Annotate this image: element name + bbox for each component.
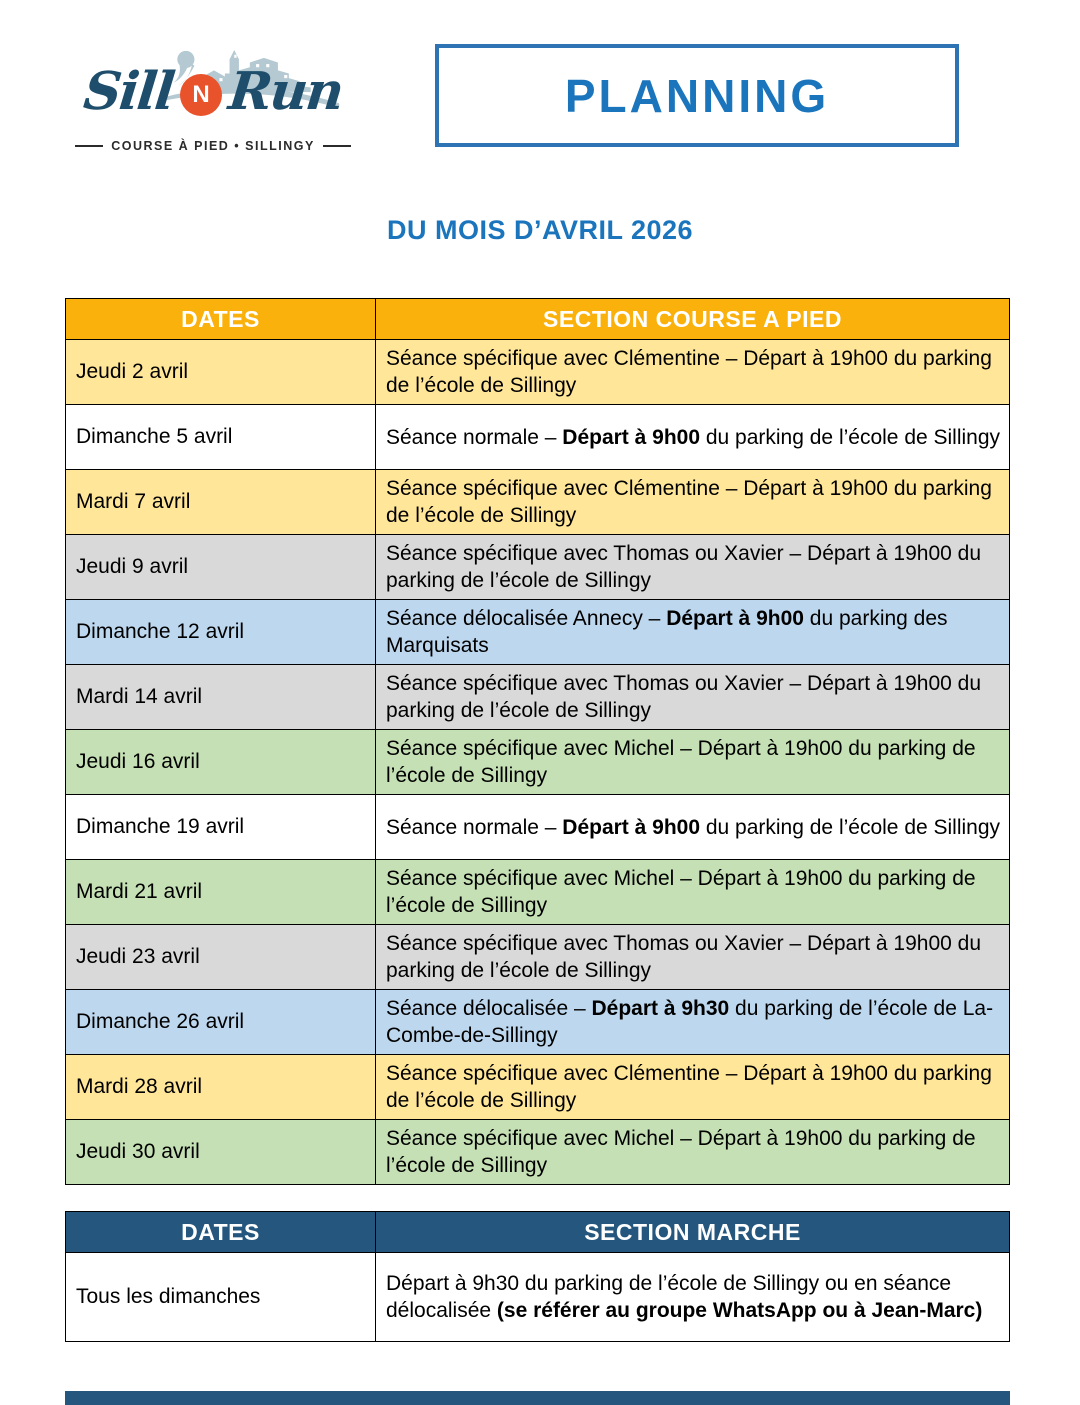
table-row — [66, 1253, 1010, 1342]
date-cell: Jeudi 16 avril — [66, 730, 376, 795]
session-cell: Séance délocalisée – Départ à 9h30 du parking de l’école de La-Combe-de-Sillingy — [376, 990, 1010, 1055]
date-cell: Dimanche 26 avril — [66, 990, 376, 1055]
date-cell: Tous les dimanches — [66, 1253, 376, 1342]
session-cell: Séance spécifique avec Clémentine – Départ à 19h00 du parking de l’école de Sillingy — [376, 340, 1010, 405]
tagline-text: COURSE À PIED • SILLINGY — [111, 139, 315, 153]
next-table-header-bar — [65, 1391, 1010, 1405]
session-cell: Séance spécifique avec Michel – Départ à 19h00 du parking de l’école de Sillingy — [376, 730, 1010, 795]
session-cell: Séance délocalisée Annecy – Départ à 9h00 du parking des Marquisats — [376, 600, 1010, 665]
header-cell-dates: DATES — [66, 1212, 376, 1253]
header-cell-dates: DATES — [66, 299, 376, 340]
month-subtitle: DU MOIS D’AVRIL 2026 — [386, 215, 694, 245]
header-cell-section: SECTION MARCHE — [376, 1212, 1010, 1253]
table-row — [66, 1120, 1010, 1185]
table-row — [66, 340, 1010, 405]
planning-title: PLANNING — [564, 69, 830, 122]
date-cell: Jeudi 9 avril — [66, 535, 376, 600]
session-cell: Séance spécifique avec Thomas ou Xavier – Départ à 19h00 du parking de l’école de Sillingy — [376, 535, 1010, 600]
marche-table — [65, 1211, 1010, 1342]
logo-wordmark — [78, 61, 348, 122]
session-cell: Séance spécifique avec Clémentine – Départ à 19h00 du parking de l’école de Sillingy — [376, 470, 1010, 535]
tagline-rule-right — [323, 145, 351, 147]
session-cell: Séance spécifique avec Michel – Départ à 19h00 du parking de l’école de Sillingy — [376, 1120, 1010, 1185]
date-cell: Jeudi 2 avril — [66, 340, 376, 405]
logo-word1: Sill — [81, 61, 177, 122]
table-row — [66, 600, 1010, 665]
date-cell: Mardi 28 avril — [66, 1055, 376, 1120]
session-cell: Séance spécifique avec Clémentine – Départ à 19h00 du parking de l’école de Sillingy — [376, 1055, 1010, 1120]
logo-word2: Run — [225, 61, 346, 122]
table-header-row — [66, 299, 1010, 340]
table-header-row — [66, 1212, 1010, 1253]
date-cell: Mardi 7 avril — [66, 470, 376, 535]
session-cell: Séance normale – Départ à 9h00 du parking de l’école de Sillingy — [376, 795, 1010, 860]
header-cell-section: SECTION COURSE A PIED — [376, 299, 1010, 340]
session-cell: Séance spécifique avec Thomas ou Xavier – Départ à 19h00 du parking de l’école de Sillingy — [376, 925, 1010, 990]
course-table — [65, 298, 1010, 1185]
table-row — [66, 665, 1010, 730]
date-cell: Jeudi 30 avril — [66, 1120, 376, 1185]
session-cell: Séance spécifique avec Thomas ou Xavier – Départ à 19h00 du parking de l’école de Sillingy — [376, 665, 1010, 730]
table-row — [66, 1055, 1010, 1120]
logo — [78, 36, 348, 171]
date-cell: Dimanche 19 avril — [66, 795, 376, 860]
date-cell: Dimanche 12 avril — [66, 600, 376, 665]
table-body — [66, 1253, 1010, 1342]
session-cell: Départ à 9h30 du parking de l’école de Sillingy ou en séance délocalisée (se référer au groupe WhatsApp ou à Jean-Marc) — [376, 1253, 1010, 1342]
date-cell: Mardi 21 avril — [66, 860, 376, 925]
table-row — [66, 795, 1010, 860]
logo-tagline — [78, 139, 348, 153]
table-row — [66, 470, 1010, 535]
date-cell: Jeudi 23 avril — [66, 925, 376, 990]
table-row — [66, 535, 1010, 600]
date-cell: Mardi 14 avril — [66, 665, 376, 730]
table-row — [66, 925, 1010, 990]
table-row — [66, 860, 1010, 925]
table-body — [66, 340, 1010, 1185]
logo-badge-letter: N — [192, 81, 210, 108]
session-cell: Séance normale – Départ à 9h00 du parking de l’école de Sillingy — [376, 405, 1010, 470]
tagline-rule-left — [75, 145, 103, 147]
session-cell: Séance spécifique avec Michel – Départ à 19h00 du parking de l’école de Sillingy — [376, 860, 1010, 925]
logo-n-badge-icon — [180, 74, 222, 116]
planning-title-box — [435, 44, 959, 147]
table-row — [66, 730, 1010, 795]
table-row — [66, 405, 1010, 470]
table-row — [66, 990, 1010, 1055]
date-cell: Dimanche 5 avril — [66, 405, 376, 470]
